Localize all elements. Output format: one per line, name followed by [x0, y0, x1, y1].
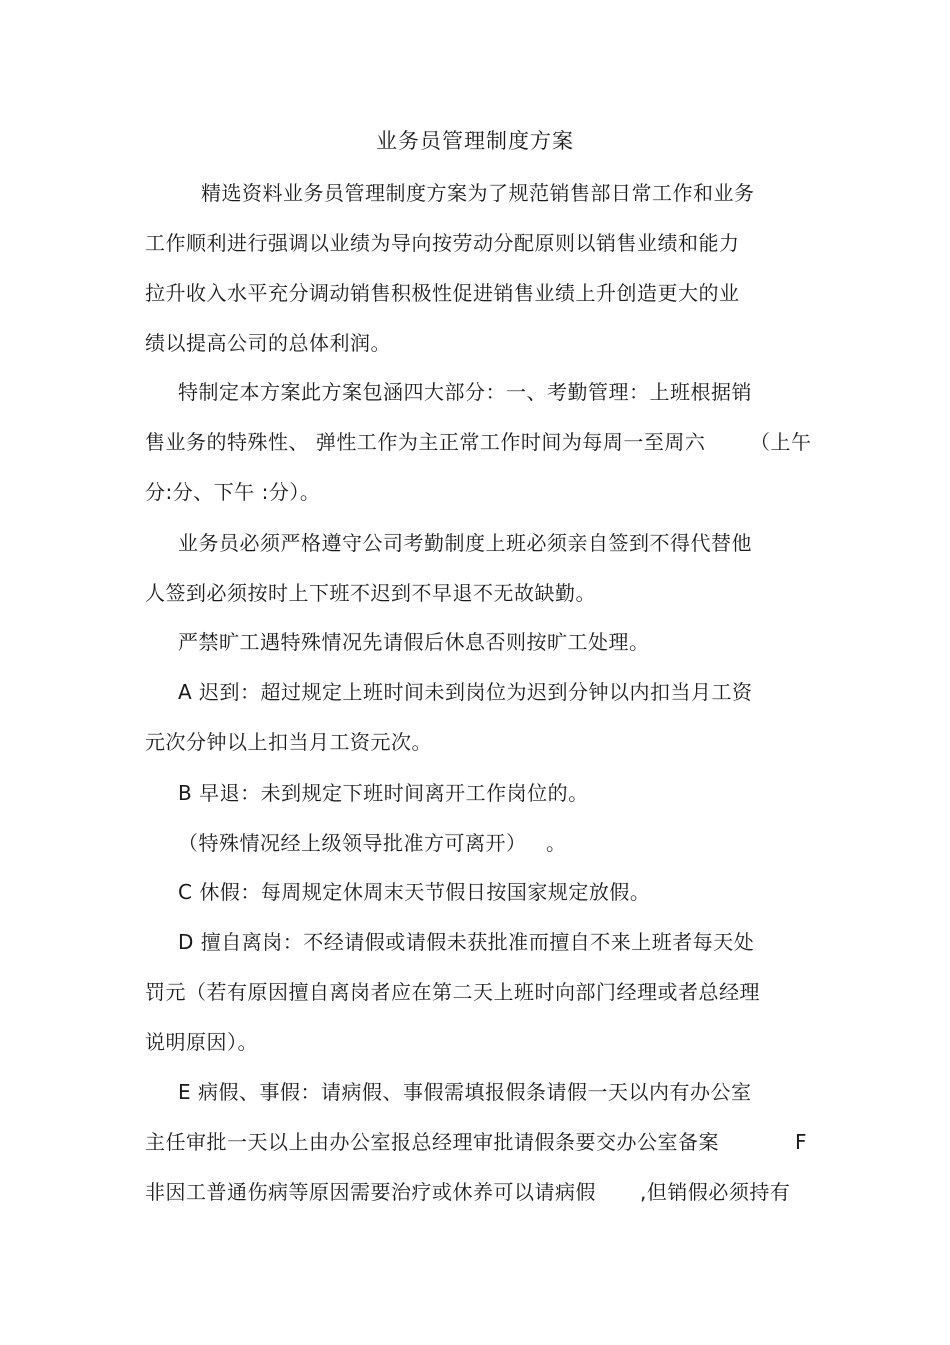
paragraph-line: B 早退：未到规定下班时间离开工作岗位的。	[178, 781, 589, 805]
paragraph-line: 分:分、下午 :分）。	[145, 480, 321, 504]
paragraph-line: 。	[546, 831, 567, 855]
paragraph-line: 售业务的特殊性、 弹性工作为主正常工作时间为每周一至周六	[145, 430, 706, 454]
paragraph-line: 严禁旷工遇特殊情况先请假后休息否则按旷工处理。	[178, 630, 650, 654]
paragraph-line: 说明原因）。	[145, 1030, 258, 1054]
paragraph-line: 绩以提高公司的总体利润。	[145, 331, 391, 355]
paragraph-line: 罚元（若有原因擅自离岗者应在第二天上班时向部门经理或者总经理	[145, 980, 760, 1004]
paragraph-line: 主任审批一天以上由办公室报总经理审批请假条要交办公室备案	[145, 1130, 719, 1154]
paragraph-line: A 迟到：超过规定上班时间未到岗位为迟到分钟以内扣当月工资	[178, 680, 753, 704]
paragraph-line: 人签到必须按时上下班不迟到不早退不无故缺勤。	[145, 581, 596, 605]
paragraph-line: F	[795, 1130, 808, 1154]
paragraph-line: C 休假：每周规定休周末天节假日按国家规定放假。	[178, 880, 651, 904]
paragraph-line: ,但销假必须持有	[640, 1180, 791, 1204]
paragraph-line: （特殊情况经上级领导批准方可离开）	[178, 831, 527, 855]
paragraph-line: D 擅自离岗：不经请假或请假未获批准而擅自不来上班者每天处	[178, 930, 755, 954]
paragraph-line: 业务员必须严格遵守公司考勤制度上班必须亲自签到不得代替他	[178, 531, 752, 555]
paragraph-line: 元次分钟以上扣当月工资元次。	[145, 730, 432, 754]
paragraph-line: E 病假、事假：请病假、事假需填报假条请假一天以内有办公室	[178, 1080, 752, 1104]
paragraph-line: （上午	[750, 430, 812, 454]
paragraph-line: 特制定本方案此方案包涵四大部分：一、考勤管理：上班根据销	[178, 380, 752, 404]
paragraph-line: 工作顺利进行强调以业绩为导向按劳动分配原则以销售业绩和能力	[145, 231, 740, 255]
paragraph-line: 精选资料业务员管理制度方案为了规范销售部日常工作和业务	[201, 181, 755, 205]
document-title: 业务员管理制度方案	[376, 129, 574, 153]
paragraph-line: 拉升收入水平充分调动销售积极性促进销售业绩上升创造更大的业	[145, 281, 740, 305]
paragraph-line: 非因工普通伤病等原因需要治疗或休养可以请病假	[145, 1180, 596, 1204]
